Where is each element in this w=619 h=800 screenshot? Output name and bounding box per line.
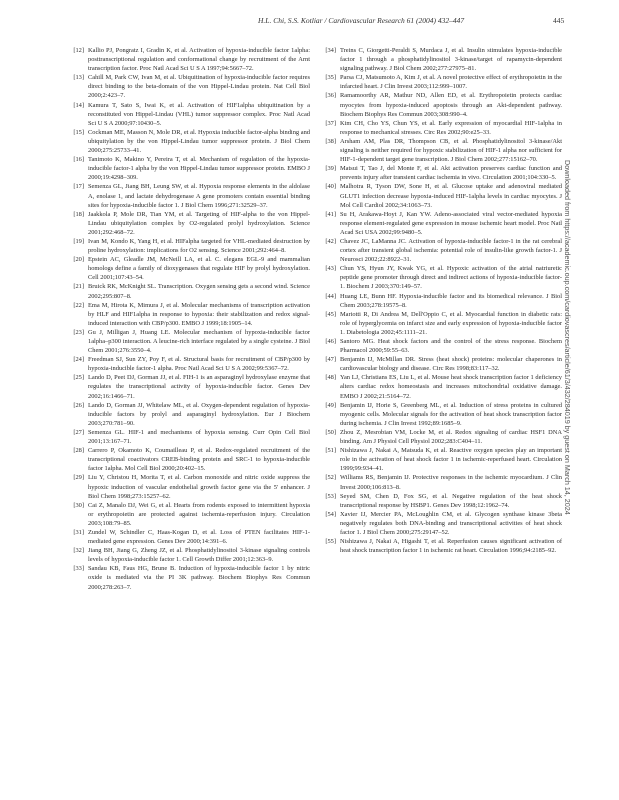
reference-text: Kamura T, Sato S, Iwai K, et al. Activation of HIF1alpha ubiquitination by a reconstituted von Hippel-Lindau (VHL) tumor suppressor complex. Proc Natl Acad Sci U S A 2000;97:10430–5.	[88, 101, 310, 127]
reference-number: [12]	[73, 47, 84, 54]
reference-text: Benjamin IJ, McMillan DR. Stress (heat shock) proteins: molecular chaperones in cardiovascular biology and disease. Circ Res 1998;83:117–32.	[340, 356, 562, 373]
reference-number: [48]	[325, 374, 336, 382]
page-number: 445	[553, 16, 565, 25]
reference-number: [16]	[73, 156, 84, 164]
reference-number: [19]	[73, 237, 84, 245]
reference-number: [20]	[73, 256, 84, 264]
reference-number: [36]	[325, 92, 336, 100]
reference-number: [46]	[325, 338, 336, 345]
reference-entry	[64, 237, 310, 255]
reference-number: [33]	[73, 565, 84, 573]
reference-entry	[64, 301, 310, 328]
reference-number: [27]	[73, 428, 84, 436]
reference-text: Tanimoto K, Makino Y, Pereira T, et al. Mechanism of regulation of the hypoxia-inducible factor-1 alpha by the von Hippel-Lindau tumor suppressor protein. EMBO J 2000;19:4298–309.	[88, 156, 310, 182]
reference-number: [26]	[73, 401, 84, 409]
reference-number: [49]	[325, 401, 336, 409]
watermark-text: Downloaded from https://academic.oup.com/cardiovascres/article/61/3/432/284019 by guest on March 14, 2024	[563, 160, 572, 515]
reference-entry	[316, 210, 562, 237]
reference-number: [29]	[73, 474, 84, 482]
reference-number: [45]	[325, 310, 336, 318]
reference-number: [37]	[325, 119, 336, 127]
reference-text: Kallio PJ, Pongratz I, Gradin K, et al. Activation of hypoxia-inducible factor 1alpha: posttranscriptional regulation and conformational change by recruitment of the Arnt transcription factor. Proc Natl Acad Sci U S A 1997;94:5667–72.	[88, 47, 310, 73]
reference-entry	[64, 328, 310, 355]
download-watermark	[560, 160, 574, 680]
reference-entry	[64, 128, 310, 155]
reference-number: [55]	[325, 538, 336, 546]
reference-entry	[316, 73, 562, 91]
reference-entry	[64, 528, 310, 546]
reference-text: Arsham AM, Plas DR, Thompson CB, et al. Phosphatidylinositol 3-kinase/Akt signaling is neither required for hypoxic stabilization of HIF-1 alpha nor sufficient for HIF-1-dependent target gene transcription. J Biol Chem 2002;277:15162–70.	[340, 137, 562, 164]
reference-text: Epstein AC, Gleadle JM, McNeill LA, et al. C. elegans EGL-9 and mammalian homologs define a family of dioxygenases that regulate HIF by prolyl hydroxylation. Cell 2001;107:43–54.	[88, 256, 310, 282]
reference-entry	[316, 428, 562, 446]
reference-text: Jiang BH, Jiang G, Zheng JZ, et al. Phosphatidylinositol 3-kinase signaling controls levels of hypoxia-inducible factor 1. Cell Growth Differ 2001;12:363–9.	[88, 547, 310, 564]
reference-text: Bruick RK, McKnight SL. Transcription. Oxygen sensing gets a second wind. Science 2002;295:807–8.	[88, 283, 310, 300]
reference-number: [18]	[73, 210, 84, 218]
reference-number: [51]	[325, 447, 336, 455]
reference-text: Nishizawa J, Nakai A, Matsuda K, et al. Reactive oxygen species play an important role in the activation of heat shock factor 1 in ischemic-reperfused heart. Circulation 1999;99:934–41.	[340, 447, 562, 473]
reference-entry	[64, 373, 310, 400]
reference-text: Ramamoorthy AR, Mathur ND, Allen ED, et al. Erythropoietin protects cardiac myocytes from hypoxia-induced apoptosis through an Akt-dependent pathway. Biochem Biophys Res Commun 2003;308:990–4.	[340, 92, 562, 118]
reference-entry	[64, 101, 310, 128]
reference-entry	[64, 546, 310, 564]
reference-entry	[316, 337, 562, 355]
reference-number: [31]	[73, 528, 84, 536]
reference-entry	[316, 164, 562, 182]
journal-citation: H.L. Chi, S.S. Kotliar / Cardiovascular Research 61 (2004) 432–447	[258, 16, 465, 25]
references-right-column	[316, 46, 562, 555]
reference-text: Liu Y, Christou H, Morita T, et al. Carbon monoxide and nitric oxide suppress the hypoxic induction of vascular endothelial growth factor gene via the 5' enhancer. J Biol Chem 1998;273:15257–62.	[88, 474, 310, 500]
reference-entry	[316, 355, 562, 373]
reference-text: Cockman ME, Masson N, Mole DR, et al. Hypoxia inducible factor-alpha binding and ubiquitylation by the von Hippel-Lindau tumor suppressor protein. J Biol Chem 2000;275:25733–41.	[88, 128, 310, 155]
reference-entry	[316, 537, 562, 555]
reference-text: Huang LE, Bunn HF. Hypoxia-inducible factor and its biomedical relevance. J Biol Chem 2003;278:19575–8.	[340, 292, 562, 309]
reference-text: Gu J, Milligan J, Huang LE. Molecular mechanism of hypoxia-inducible factor 1alpha–p300 interaction. A leucine-rich interface regulated by a single cysteine. J Biol Chem 2001;276:3550–4.	[88, 328, 310, 355]
reference-entry	[316, 446, 562, 473]
reference-text: Chun YS, Hyun JY, Kwak YG, et al. Hypoxic activation of the atrial natriuretic peptide gene promoter through direct and indirect actions of hypoxia-inducible factor-1. Biochem J 2003;370:149–57.	[340, 265, 562, 291]
reference-text: Sandau KB, Faus HG, Brune B. Induction of hypoxia-inducible factor 1 by nitric oxide is mediated via the PI 3K pathway. Biochem Biophys Res Commun 2000;278:263–7.	[88, 565, 310, 591]
reference-number: [47]	[325, 356, 336, 364]
reference-entry	[316, 137, 562, 164]
reference-number: [32]	[73, 547, 84, 555]
reference-entry	[64, 255, 310, 282]
reference-number: [13]	[73, 74, 84, 82]
reference-text: Freedman SJ, Sun ZY, Poy F, et al. Structural basis for recruitment of CBP/p300 by hypoxia-inducible factor-1 alpha. Proc Natl Acad Sci U S A 2002;99:5367–72.	[88, 356, 310, 373]
reference-text: Cai Z, Manalo DJ, Wei G, et al. Hearts from rodents exposed to intermittent hypoxia or erythropoietin are protected against ischemia-reperfusion injury. Circulation 2003;108:79–85.	[88, 501, 310, 527]
reference-text: Matsui T, Tao J, del Monte F, et al. Akt activation preserves cardiac function and prevents injury after transient cardiac ischemia in vivo. Circulation 2001;104:330–5.	[340, 165, 562, 182]
reference-text: Jaakkola P, Mole DR, Tian YM, et al. Targeting of HIF-alpha to the von Hippel-Lindau ubiquitylation complex by O2-regulated prolyl hydroxylation. Science 2001;292:468–72.	[88, 210, 310, 236]
reference-text: Carrero P, Okamoto K, Coumailleau P, et al. Redox-regulated recruitment of the transcriptional coactivators CREB-binding protein and SRC-1 to hypoxia-inducible factor 1alpha. Mol Cell Biol 2000;20:402–15.	[88, 447, 310, 473]
reference-text: Ema M, Hirota K, Mimura J, et al. Molecular mechanisms of transcription activation by HLF and HIF1alpha in response to hypoxia: their stabilization and redox signal-induced interaction with CBP/p300. EMBO J 1999;18:1905–14.	[88, 301, 310, 327]
reference-number: [43]	[325, 265, 336, 273]
reference-text: Semenza GL. HIF-1 and mechanisms of hypoxia sensing. Curr Opin Cell Biol 2001;13:167–71.	[88, 428, 310, 446]
reference-text: Santoro MG. Heat shock factors and the control of the stress response. Biochem Pharmacol 2000;59:55–63.	[340, 338, 562, 355]
reference-text: Malhotra R, Tyson DW, Sone H, et al. Glucose uptake and adenoviral mediated GLUT1 infection decrease hypoxia-induced HIF-1alpha levels in cardiac myocytes. J Mol Cell Cardiol 2002;34:1063–73.	[340, 183, 562, 209]
reference-text: Lando D, Peet DJ, Gorman JJ, et al. FIH-1 is an asparaginyl hydroxylase enzyme that regulates the transcriptional activity of hypoxia-inducible factor. Genes Dev 2002;16:1466–71.	[88, 374, 310, 400]
reference-entry	[316, 473, 562, 491]
reference-number: [52]	[325, 474, 336, 482]
reference-number: [40]	[325, 183, 336, 191]
reference-number: [23]	[73, 328, 84, 336]
reference-entry	[316, 292, 562, 310]
reference-text: Chavez JC, LaManna JC. Activation of hypoxia-inducible factor-1 in the rat cerebral cortex after transient global ischemia: potential role of insulin-like growth factor-1. J Neurosci 2002;22:8922–31.	[340, 237, 562, 264]
reference-entry	[64, 564, 310, 591]
reference-text: Seyed SM, Chen D, Fox SG, et al. Negative regulation of the heat shock transcriptional response by HSBP1. Genes Dev 1998;12:1962–74.	[340, 492, 562, 509]
reference-entry	[64, 355, 310, 373]
reference-text: Parsa CJ, Matsumoto A, Kim J, et al. A novel protective effect of erythropoietin in the infarcted heart. J Clin Invest 2003;112:999–1007.	[340, 74, 562, 91]
reference-entry	[64, 182, 310, 209]
reference-text: Treins C, Giorgetti-Peraldi S, Murdaca J, et al. Insulin stimulates hypoxia-inducible factor 1 through a phosphatidylinositol 3-kinase/target of rapamycin-dependent signaling pathway. J Biol Chem 2002;277:27975–81.	[340, 47, 562, 73]
reference-number: [30]	[73, 501, 84, 509]
reference-text: Su H, Arakawa-Hoyt J, Kan YW. Adeno-associated viral vector-mediated hypoxia response element-regulated gene expression in mouse ischemic heart model. Proc Natl Acad Sci USA 2002;99:9480–5.	[340, 210, 562, 236]
reference-entry	[64, 155, 310, 182]
reference-entry	[316, 119, 562, 137]
reference-entry	[316, 492, 562, 510]
reference-number: [24]	[73, 356, 84, 364]
reference-entry	[316, 237, 562, 264]
reference-entry	[64, 73, 310, 100]
reference-number: [44]	[325, 292, 336, 300]
reference-number: [21]	[73, 283, 84, 291]
reference-entry	[316, 401, 562, 428]
running-head	[0, 16, 619, 30]
reference-entry	[316, 46, 562, 73]
reference-entry	[316, 510, 562, 537]
reference-number: [17]	[73, 183, 84, 191]
reference-text: Lando D, Gorman JJ, Whitelaw ML, et al. Oxygen-dependent regulation of hypoxia-inducible factors by prolyl and asparaginyl hydroxylation. Eur J Biochem 2003;270:781–90.	[88, 401, 310, 427]
reference-number: [15]	[73, 128, 84, 136]
reference-text: Williams RS, Benjamin IJ. Protective responses in the ischemic myocardium. J Clin Invest 2000;106:813–8.	[340, 474, 562, 491]
reference-number: [42]	[325, 237, 336, 245]
reference-number: [28]	[73, 447, 84, 455]
reference-entry	[64, 501, 310, 528]
reference-number: [25]	[73, 374, 84, 382]
reference-number: [54]	[325, 510, 336, 518]
reference-text: Semenza GL, Jiang BH, Leung SW, et al. Hypoxia response elements in the aldolase A, enolase 1, and lactate dehydrogenase A gene promoters contain essential binding sites for hypoxia-inducible factor 1. J Biol Chem 1996;271:32529–37.	[88, 183, 310, 209]
reference-entry	[316, 264, 562, 291]
reference-entry	[64, 46, 310, 73]
reference-entry	[316, 310, 562, 337]
reference-number: [35]	[325, 74, 336, 82]
reference-text: Ivan M, Kondo K, Yang H, et al. HIFalpha targeted for VHL-mediated destruction by proline hydroxylation: implications for O2 sensing. Science 2001;292:464–8.	[88, 237, 310, 255]
reference-entry	[64, 446, 310, 473]
references-left-column	[64, 46, 310, 592]
reference-number: [39]	[325, 165, 336, 173]
reference-entry	[64, 401, 310, 428]
reference-entry	[316, 182, 562, 209]
reference-entry	[64, 428, 310, 446]
reference-number: [41]	[325, 210, 336, 218]
reference-number: [50]	[325, 428, 336, 436]
reference-number: [14]	[73, 101, 84, 109]
reference-entry	[316, 91, 562, 118]
reference-number: [22]	[73, 301, 84, 309]
reference-text: Xavier IJ, Mercier PA, McLoughlin CM, et al. Glycogen synthase kinase 3beta negatively regulates both DNA-binding and transcriptional activities of heat shock factor 1. J Biol Chem 2000;275:29147–52.	[340, 510, 562, 536]
reference-entry	[64, 282, 310, 300]
reference-entry	[64, 473, 310, 500]
reference-text: Mariotti R, Di Andrea M, Dell'Oppio C, et al. Myocardial function in diabetic rats: role of hyperglycemia on infarct size and early expression of hypoxia-inducible factor 1. Diabetologia 2002;45:1111–21.	[340, 310, 562, 336]
reference-number: [34]	[325, 47, 336, 54]
reference-text: Yan LJ, Christians ES, Liu L, et al. Mouse heat shock transcription factor 1 deficiency alters cardiac redox homeostasis and increases mitochondrial oxidative damage. EMBO J 2002;21:5164–72.	[340, 374, 562, 400]
reference-text: Zhou Z, Mesrobian VM, Locke M, et al. Redox signaling of cardiac HSF1 DNA binding. Am J Physiol Cell Physiol 2002;283:C404–11.	[340, 428, 562, 446]
reference-number: [38]	[325, 137, 336, 145]
reference-text: Zundel W, Schindler C, Haas-Kogan D, et al. Loss of PTEN facilitates HIF-1-mediated gene expression. Genes Dev 2000;14:391–6.	[88, 528, 310, 546]
reference-number: [53]	[325, 492, 336, 500]
reference-text: Kim CH, Cho YS, Chun YS, et al. Early expression of myocardial HIF-1alpha in response to mechanical stresses. Circ Res 2002;90:e25–33.	[340, 119, 562, 136]
reference-text: Nishizawa J, Nakai A, Higashi T, et al. Reperfusion causes significant activation of heat shock transcription factor 1 in ischemic rat heart. Circulation 1996;94:2185–92.	[340, 538, 562, 555]
reference-text: Benjamin IJ, Horie S, Greenberg ML, et al. Induction of stress proteins in cultured myogenic cells. Molecular signals for the activation of heat shock transcription factor during ischemia. J Clin Invest 1992;89:1685–9.	[340, 401, 562, 427]
reference-entry	[64, 210, 310, 237]
reference-text: Cahill M, Park CW, Ivan M, et al. Ubiquitination of hypoxia-inducible factor requires direct binding to the beta-domain of the von Hippel-Lindau protein. Nat Cell Biol 2000;2:423–7.	[88, 74, 310, 100]
reference-entry	[316, 373, 562, 400]
